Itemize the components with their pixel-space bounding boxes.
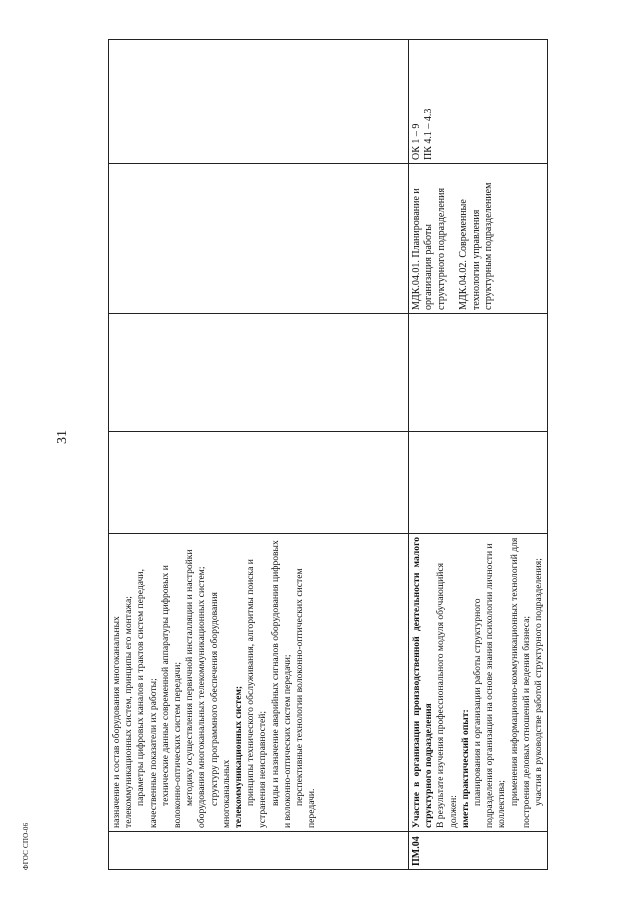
content-line: иметь практический опыт: — [459, 709, 471, 828]
content-line: применения информационно-коммуникационных технологий для построения деловых отношений и ведения бизнеса; — [508, 537, 532, 828]
mdk-cell — [109, 164, 409, 314]
hours-class-cell — [409, 314, 548, 432]
competency-cell — [409, 40, 548, 164]
content-line: принципы технического обслуживания, алгоритмы поиска и устранения неисправностей; — [245, 559, 269, 828]
mdk-item: МДК.04.02. Современные технологии управления структурным подразделением — [458, 182, 495, 310]
mdk-cell — [409, 164, 548, 314]
module-code-cell: ПМ.04 — [409, 832, 548, 870]
content-line: параметры цифровых каналов и трактов систем передачи, качественные показатели их работы; — [135, 569, 159, 828]
module-code-cell — [109, 832, 409, 870]
content-line: методику осуществления первичной инсталляции и настройки оборудования многоканальных телекоммуникационных систем; — [184, 549, 208, 828]
competency-general: ОК 1 – 9 — [411, 123, 422, 160]
content-line: назначение и состав оборудования многоканальных телекоммуникационных систем, принципы его монтажа; — [111, 596, 135, 828]
content-line: технические данные современной аппаратуры цифровых и волоконно-оптических систем передачи; — [159, 565, 184, 828]
module-content-cell — [409, 534, 548, 832]
module-title: Участие в организации производственной деятельности малого структурного подразделения — [411, 537, 435, 828]
content-line: планирования и организации работы структурного подразделения организации на основе знания психологии личности и коллектива; — [472, 543, 508, 828]
content-line: участия в руководстве работой структурного подразделения; — [533, 558, 545, 806]
footer-code: ФГОС СПО-06 — [22, 822, 30, 870]
table-row — [109, 40, 409, 870]
mdk-item: МДК.04.01. Планирование и организация работы структурного подразделения — [411, 187, 447, 310]
hours-max-cell — [109, 432, 409, 534]
content-line: В результате изучения профессионального модуля обучающийся должен: — [435, 562, 459, 828]
competency-professional: ПК 4.1 – 4.3 — [423, 108, 435, 160]
content-line: структуру программного обеспечения оборудования многоканальных — [208, 592, 232, 828]
content-line: телекоммуникационных систем; — [233, 685, 245, 828]
table-row — [409, 40, 548, 870]
content-line: виды и назначение аварийных сигналов оборудования цифровых и волоконно-оптических систем передачи; — [269, 540, 293, 828]
competency-cell — [109, 40, 409, 164]
page-number: 31 — [55, 430, 70, 444]
content-line: перспективные технологии волоконно-оптических систем передачи. — [294, 568, 318, 828]
hours-class-cell — [109, 314, 409, 432]
curriculum-table — [108, 40, 545, 870]
hours-max-cell — [409, 432, 548, 534]
module-content-cell — [109, 534, 409, 832]
